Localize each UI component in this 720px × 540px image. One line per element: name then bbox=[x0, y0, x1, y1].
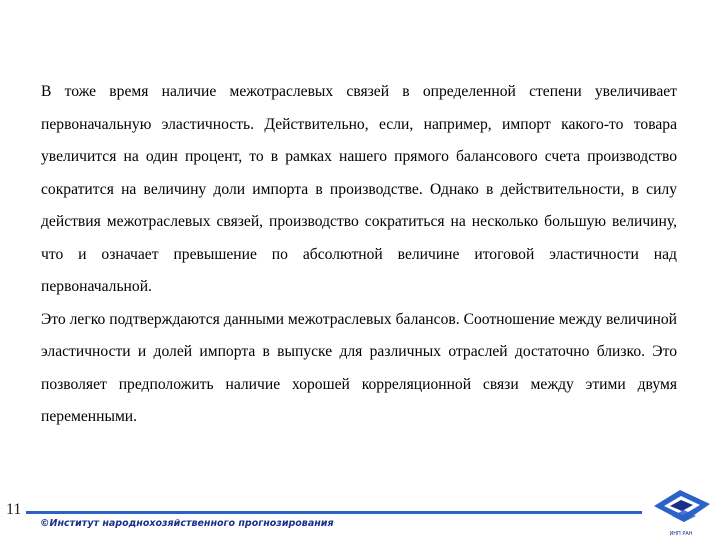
paragraph-2: Это легко подтверждаются данными межотраслевых балансов. Соотношение между величиной эластичности и долей импорта в выпуске для различных отраслей достаточно близко. Это позволяет предположить наличие хорошей корреляционной связи между этими двумя переменными. bbox=[41, 310, 677, 425]
footer-divider bbox=[26, 511, 642, 514]
institute-logo-icon bbox=[646, 486, 716, 538]
page-number: 11 bbox=[6, 501, 22, 518]
slide-body-text bbox=[41, 76, 677, 434]
copyright-text: ©Институт народнохозяйственного прогнозирования bbox=[40, 518, 334, 529]
logo-caption: ИНП РАН bbox=[669, 531, 693, 537]
paragraph-1: В тоже время наличие межотраслевых связей в определенной степени увеличивает первоначальную эластичность. Действительно, если, например, импорт какого-то товара увеличится на один процент, то в рамках нашего прямого балансового счета производство сократится на величину доли импорта в производстве. Однако в действительности, в силу действия межотраслевых связей, производство сократиться на несколько большую величину, что и означает превышение по абсолютной величине итоговой эластичности над первоначальной. bbox=[41, 83, 677, 295]
